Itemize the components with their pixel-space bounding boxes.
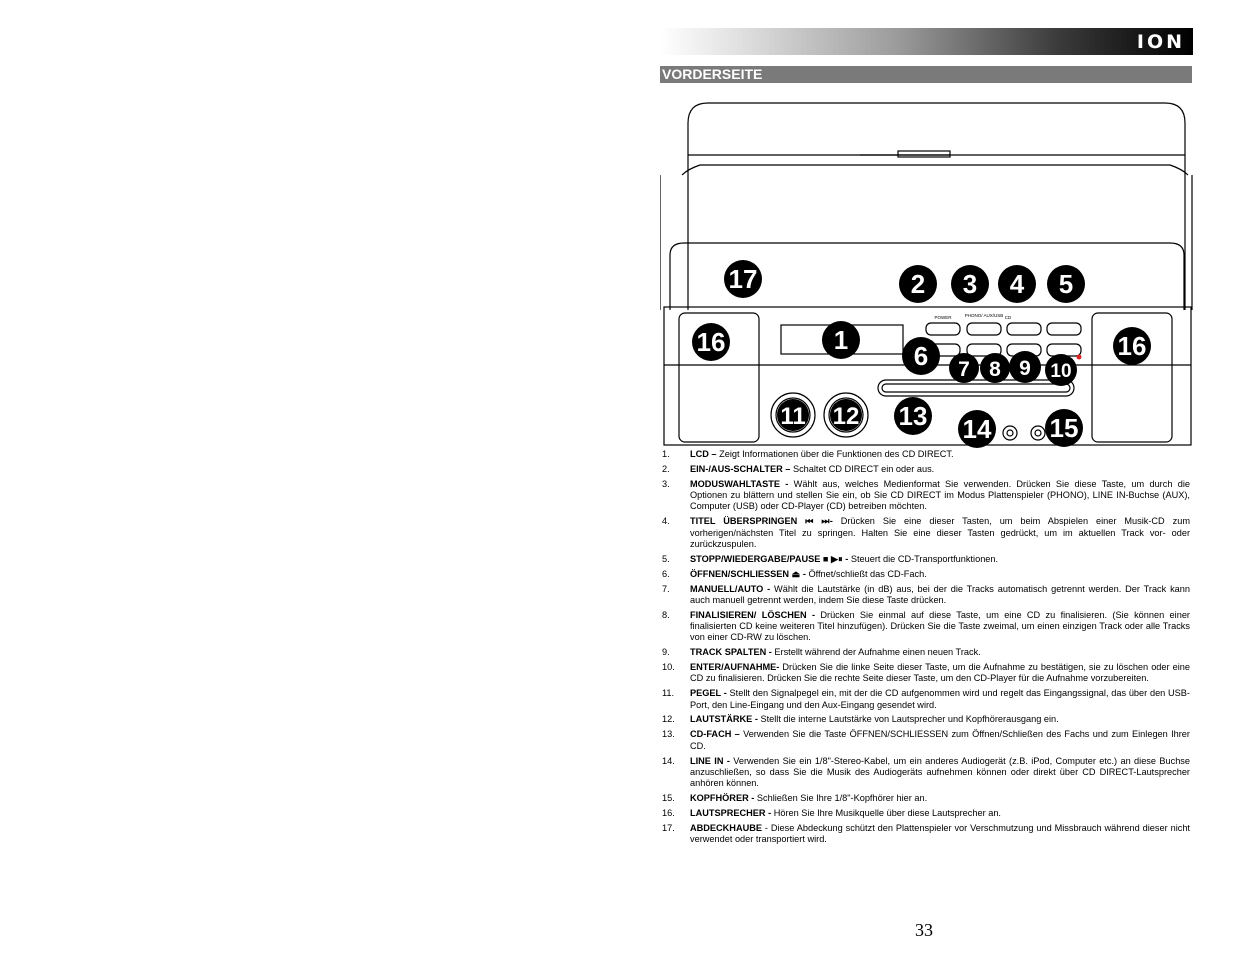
callout-4: 4: [1009, 269, 1025, 299]
callout-8: 8: [989, 358, 1001, 381]
list-item: 2. EIN-/AUS-SCHALTER – Schaltet CD DIRECT ein oder aus.: [662, 463, 935, 474]
callout-6: 6: [913, 341, 929, 371]
callout-7: 7: [958, 358, 970, 381]
list-item: 11. PEGEL - Stellt den Signalpegel ein, mit der die CD aufgenommen wird und regelt das Eingangssignal, das über den USB-Port, den Line-Eingang und den Aux-Eingang gesendet wird.: [662, 688, 1190, 710]
phono-aux-usb-label: PHONO/ AUX/USB: [964, 313, 1004, 318]
callout-12: 12: [832, 403, 860, 430]
callout-10: 10: [1050, 361, 1072, 382]
list-item: 3. MODUSWAHLTASTE - Wählt aus, welches Medienformat Sie verwenden. Drücken Sie diese Taste, um durch die Optionen zu blättern und stellen Sie ein, ob Sie CD DIRECT im Modus Plattenspieler (PHONO), LINE IN-Buchse (AUX), Computer (USB) oder CD-Player (CD) betreiben möchten.: [662, 478, 1190, 512]
ion-logo: ION: [1136, 31, 1185, 53]
page-number: 33: [915, 920, 933, 940]
list-item: 13. CD-FACH – Verwenden Sie die Taste ÖFFNEN/SCHLIESSEN zum Öffnen/Schließen des Fachs und zum Einlegen Ihrer CD.: [662, 729, 1190, 751]
list-item: 9. TRACK SPALTEN - Erstellt während der Aufnahme einen neuen Track.: [662, 647, 981, 658]
cd-label: CD: [1004, 315, 1012, 320]
callout-9: 9: [1019, 357, 1031, 380]
callout-13: 13: [898, 401, 928, 431]
list-item: 15. KOPFHÖRER - Schließen Sie Ihre 1/8"-Kopfhörer hier an.: [662, 793, 928, 804]
callout-5: 5: [1058, 269, 1074, 299]
header-bar: [660, 28, 1193, 55]
list-item: 8. FINALISIEREN/ LÖSCHEN - Drücken Sie einmal auf diese Taste, um eine CD zu finalisieren. (Sie können einer finalisierten CD keine weiteren Titel hinzufügen). Drücken Sie die Taste zweimal, um einen einzigen Track oder alle Tracks von einer CD-RW zu löschen.: [662, 609, 1190, 643]
section-title: VORDERSEITE: [662, 66, 763, 82]
power-label: POWER: [934, 315, 952, 320]
list-item: 5. STOPP/WIEDERGABE/PAUSE ■ ▶⏸ - Steuert die CD-Transportfunktionen.: [662, 553, 999, 564]
callout-11: 11: [780, 403, 806, 430]
section-bar: [660, 66, 1192, 83]
list-item: 1. LCD – Zeigt Informationen über die Funktionen des CD DIRECT.: [662, 449, 954, 459]
device-front-illustration: [660, 95, 1195, 450]
callout-1: 1: [833, 325, 849, 355]
list-item: 17. ABDECKHAUBE - Diese Abdeckung schützt den Plattenspieler vor Verschmutzung und Missbrauch während dieser nicht verwendet oder transportiert wird.: [662, 822, 1190, 845]
callout-14: 14: [962, 414, 992, 444]
list-item: 4. TITEL ÜBERSPRINGEN ⏮ ⏭- Drücken Sie eine dieser Tasten, um beim Abspielen einer Musik-CD zum vorherigen/nächsten Titel zu springen. Halten Sie eine dieser Tasten gedrückt, um im aktuellen Track vor- oder zurückzuspulen.: [662, 516, 1190, 549]
callout-3: 3: [962, 269, 978, 299]
feature-list: [662, 449, 1190, 849]
callout-2: 2: [910, 269, 926, 299]
list-item: 16. LAUTSPRECHER - Hören Sie Ihre Musikquelle über diese Lautsprecher an.: [662, 807, 1001, 818]
callout-16-right: 16: [1117, 331, 1147, 361]
list-item: 14. LINE IN - Verwenden Sie ein 1/8"-Stereo-Kabel, um ein anderes Audiogerät (z.B. iPod, Computer etc.) an diese Buchse anzuschließen, so dass Sie die Musik des Audiogeräts aufnehmen können oder direkt über CD DIRECT-Lautsprecher anhören können.: [662, 755, 1191, 789]
list-item: 12. LAUTSTÄRKE - Stellt die interne Lautstärke von Lautsprecher und Kopfhörerausgang ein.: [662, 714, 1059, 725]
callout-17: 17: [728, 264, 758, 294]
callout-markers: [692, 260, 1151, 448]
list-item: 6. ÖFFNEN/SCHLIESSEN ⏏ - Öffnet/schließt das CD-Fach.: [662, 568, 927, 579]
list-item: 10. ENTER/AUFNAHME- Drücken Sie die linke Seite dieser Taste, um die Aufnahme zu bestätigen, sie zu löschen oder eine CD zu finalisieren. Drücken Sie die rechte Seite dieser Taste, um den CD-Player für die Aufnahme vorzubereiten.: [662, 662, 1190, 684]
callout-16-left: 16: [696, 327, 726, 357]
list-item: 7. MANUELL/AUTO - Wählt die Lautstärke (in dB) aus, bei der die Tracks automatisch getrennt werden. Der Track kann auch manuell getrennt werden, indem Sie diese Taste drücken.: [662, 583, 1190, 605]
callout-15: 15: [1049, 413, 1079, 443]
